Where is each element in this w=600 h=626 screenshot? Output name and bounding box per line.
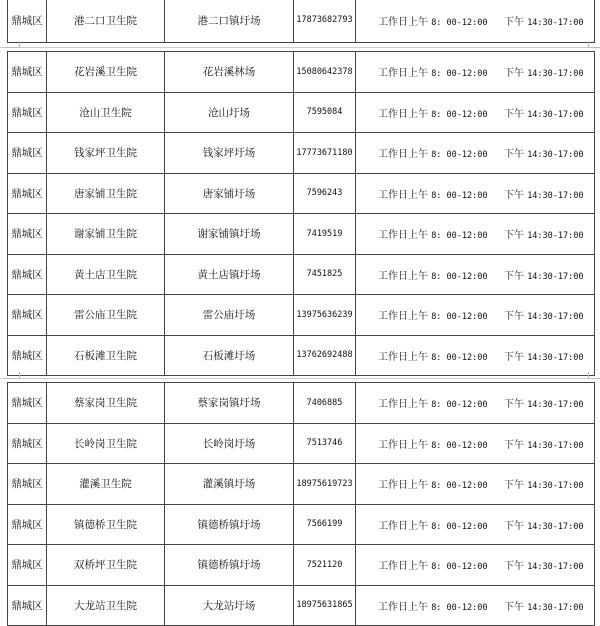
table-row xyxy=(8,464,594,505)
hospital-cell: 镇德桥卫生院 xyxy=(47,505,165,545)
hospital-cell: 大龙站卫生院 xyxy=(47,586,165,626)
market-cell: 谢家铺镇圩场 xyxy=(165,214,294,254)
afternoon-time: 14:30-17:00 xyxy=(527,312,583,322)
market-cell: 雷公庙圩场 xyxy=(165,295,294,335)
afternoon-hours xyxy=(504,226,583,241)
morning-time: 8: 00-12:00 xyxy=(431,522,487,532)
afternoon-label: 下午 xyxy=(504,352,524,363)
afternoon-label: 下午 xyxy=(504,480,524,491)
table-row xyxy=(8,586,594,626)
afternoon-label: 下午 xyxy=(504,68,524,79)
market-cell: 唐家铺圩场 xyxy=(165,174,294,214)
afternoon-hours xyxy=(504,105,583,120)
table-row xyxy=(8,174,594,215)
district-cell: 鼎城区 xyxy=(8,545,47,585)
morning-label: 工作日上午 xyxy=(378,399,428,410)
district-cell: 鼎城区 xyxy=(8,383,47,423)
market-cell: 大龙站圩场 xyxy=(165,586,294,626)
morning-time: 8: 00-12:00 xyxy=(431,353,487,363)
table-row xyxy=(8,214,594,255)
page-corner-mark xyxy=(5,41,20,48)
afternoon-hours xyxy=(504,145,583,160)
morning-hours xyxy=(378,186,487,201)
afternoon-time: 14:30-17:00 xyxy=(527,110,583,120)
afternoon-label: 下午 xyxy=(504,149,524,160)
hospital-cell: 港二口卫生院 xyxy=(47,0,165,42)
hospital-cell: 谢家铺卫生院 xyxy=(47,214,165,254)
market-cell: 钱家坪圩场 xyxy=(165,133,294,173)
afternoon-label: 下午 xyxy=(504,109,524,120)
phone-cell: 7419519 xyxy=(294,214,356,254)
morning-hours xyxy=(378,307,487,322)
afternoon-time: 14:30-17:00 xyxy=(527,191,583,201)
morning-time: 8: 00-12:00 xyxy=(431,562,487,572)
page-break xyxy=(0,47,600,48)
phone-cell: 7596243 xyxy=(294,174,356,214)
morning-label: 工作日上午 xyxy=(378,480,428,491)
morning-label: 工作日上午 xyxy=(378,311,428,322)
afternoon-label: 下午 xyxy=(504,17,524,28)
morning-time: 8: 00-12:00 xyxy=(431,441,487,451)
afternoon-time: 14:30-17:00 xyxy=(527,18,583,28)
market-cell: 长岭岗圩场 xyxy=(165,424,294,464)
afternoon-hours xyxy=(504,64,583,79)
morning-label: 工作日上午 xyxy=(378,440,428,451)
afternoon-label: 下午 xyxy=(504,399,524,410)
market-cell: 黄土店镇圩场 xyxy=(165,255,294,295)
morning-hours xyxy=(378,226,487,241)
hours-cell xyxy=(356,255,594,295)
morning-hours xyxy=(378,557,487,572)
morning-hours xyxy=(378,13,487,28)
hours-cell xyxy=(356,52,594,92)
afternoon-time: 14:30-17:00 xyxy=(527,150,583,160)
morning-time: 8: 00-12:00 xyxy=(431,18,487,28)
phone-cell: 7451825 xyxy=(294,255,356,295)
hours-cell xyxy=(356,464,594,504)
phone-cell: 18975619723 xyxy=(294,464,356,504)
morning-time: 8: 00-12:00 xyxy=(431,481,487,491)
hours-cell xyxy=(356,424,594,464)
hospital-cell: 雷公庙卫生院 xyxy=(47,295,165,335)
page-corner-mark xyxy=(5,372,20,379)
page-corner-mark xyxy=(588,372,600,379)
hospital-cell: 双桥坪卫生院 xyxy=(47,545,165,585)
morning-label: 工作日上午 xyxy=(378,109,428,120)
afternoon-hours xyxy=(504,348,583,363)
hospital-cell: 石板滩卫生院 xyxy=(47,336,165,376)
morning-hours xyxy=(378,267,487,282)
afternoon-hours xyxy=(504,598,583,613)
morning-hours xyxy=(378,436,487,451)
morning-time: 8: 00-12:00 xyxy=(431,272,487,282)
table-row xyxy=(8,505,594,546)
morning-time: 8: 00-12:00 xyxy=(431,69,487,79)
morning-time: 8: 00-12:00 xyxy=(431,191,487,201)
phone-cell: 7595084 xyxy=(294,93,356,133)
afternoon-time: 14:30-17:00 xyxy=(527,481,583,491)
morning-hours xyxy=(378,145,487,160)
afternoon-hours xyxy=(504,13,583,28)
district-cell: 鼎城区 xyxy=(8,93,47,133)
hospital-cell: 钱家坪卫生院 xyxy=(47,133,165,173)
morning-label: 工作日上午 xyxy=(378,68,428,79)
morning-hours xyxy=(378,517,487,532)
morning-time: 8: 00-12:00 xyxy=(431,231,487,241)
district-cell: 鼎城区 xyxy=(8,133,47,173)
morning-hours xyxy=(378,395,487,410)
district-cell: 鼎城区 xyxy=(8,174,47,214)
phone-cell: 18975631865 xyxy=(294,586,356,626)
morning-label: 工作日上午 xyxy=(378,149,428,160)
market-cell: 灌溪镇圩场 xyxy=(165,464,294,504)
afternoon-hours xyxy=(504,267,583,282)
hours-cell xyxy=(356,214,594,254)
afternoon-hours xyxy=(504,436,583,451)
district-cell: 鼎城区 xyxy=(8,505,47,545)
afternoon-time: 14:30-17:00 xyxy=(527,353,583,363)
hours-cell xyxy=(356,133,594,173)
hours-cell xyxy=(356,505,594,545)
hours-cell xyxy=(356,336,594,376)
phone-cell: 7566199 xyxy=(294,505,356,545)
market-cell: 镇德桥镇圩场 xyxy=(165,545,294,585)
afternoon-label: 下午 xyxy=(504,521,524,532)
morning-time: 8: 00-12:00 xyxy=(431,400,487,410)
morning-hours xyxy=(378,105,487,120)
afternoon-hours xyxy=(504,395,583,410)
phone-cell: 7513746 xyxy=(294,424,356,464)
table-page-section xyxy=(7,0,595,43)
market-cell: 港二口镇圩场 xyxy=(165,0,294,42)
table-page-section xyxy=(7,382,595,626)
hours-cell xyxy=(356,586,594,626)
afternoon-hours xyxy=(504,307,583,322)
district-cell: 鼎城区 xyxy=(8,0,47,42)
afternoon-time: 14:30-17:00 xyxy=(527,231,583,241)
phone-cell: 7406885 xyxy=(294,383,356,423)
district-cell: 鼎城区 xyxy=(8,424,47,464)
table-row xyxy=(8,133,594,174)
morning-label: 工作日上午 xyxy=(378,190,428,201)
morning-time: 8: 00-12:00 xyxy=(431,312,487,322)
phone-cell: 15080642378 xyxy=(294,52,356,92)
table-row xyxy=(8,255,594,296)
morning-label: 工作日上午 xyxy=(378,17,428,28)
afternoon-time: 14:30-17:00 xyxy=(527,441,583,451)
hospital-cell: 蔡家岗卫生院 xyxy=(47,383,165,423)
table-row xyxy=(8,424,594,465)
afternoon-hours xyxy=(504,476,583,491)
hospital-cell: 长岭岗卫生院 xyxy=(47,424,165,464)
district-cell: 鼎城区 xyxy=(8,464,47,504)
afternoon-time: 14:30-17:00 xyxy=(527,400,583,410)
page-corner-mark xyxy=(588,41,600,48)
morning-label: 工作日上午 xyxy=(378,271,428,282)
hospital-cell: 花岩溪卫生院 xyxy=(47,52,165,92)
afternoon-hours xyxy=(504,517,583,532)
hospital-cell: 沧山卫生院 xyxy=(47,93,165,133)
district-cell: 鼎城区 xyxy=(8,295,47,335)
district-cell: 鼎城区 xyxy=(8,336,47,376)
hours-cell xyxy=(356,0,594,42)
afternoon-hours xyxy=(504,186,583,201)
morning-label: 工作日上午 xyxy=(378,602,428,613)
district-cell: 鼎城区 xyxy=(8,52,47,92)
market-cell: 花岩溪林场 xyxy=(165,52,294,92)
district-cell: 鼎城区 xyxy=(8,255,47,295)
table-row xyxy=(8,383,594,424)
morning-hours xyxy=(378,348,487,363)
phone-cell: 13975636239 xyxy=(294,295,356,335)
district-cell: 鼎城区 xyxy=(8,214,47,254)
afternoon-label: 下午 xyxy=(504,311,524,322)
morning-hours xyxy=(378,598,487,613)
morning-label: 工作日上午 xyxy=(378,561,428,572)
table-row xyxy=(8,0,594,43)
district-cell: 鼎城区 xyxy=(8,586,47,626)
afternoon-label: 下午 xyxy=(504,271,524,282)
afternoon-label: 下午 xyxy=(504,602,524,613)
market-cell: 蔡家岗镇圩场 xyxy=(165,383,294,423)
hours-cell xyxy=(356,93,594,133)
afternoon-hours xyxy=(504,557,583,572)
market-cell: 沧山圩场 xyxy=(165,93,294,133)
hospital-cell: 黄土店卫生院 xyxy=(47,255,165,295)
morning-time: 8: 00-12:00 xyxy=(431,603,487,613)
afternoon-label: 下午 xyxy=(504,561,524,572)
table-row xyxy=(8,295,594,336)
hours-cell xyxy=(356,295,594,335)
table-row xyxy=(8,336,594,377)
morning-label: 工作日上午 xyxy=(378,521,428,532)
afternoon-time: 14:30-17:00 xyxy=(527,522,583,532)
morning-label: 工作日上午 xyxy=(378,352,428,363)
afternoon-time: 14:30-17:00 xyxy=(527,562,583,572)
table-row xyxy=(8,545,594,586)
phone-cell: 17773671180 xyxy=(294,133,356,173)
phone-cell: 17873682793 xyxy=(294,0,356,42)
page-break xyxy=(0,378,600,379)
morning-hours xyxy=(378,476,487,491)
hours-cell xyxy=(356,545,594,585)
afternoon-time: 14:30-17:00 xyxy=(527,603,583,613)
table-row xyxy=(8,52,594,93)
phone-cell: 7521120 xyxy=(294,545,356,585)
hospital-cell: 唐家铺卫生院 xyxy=(47,174,165,214)
morning-label: 工作日上午 xyxy=(378,230,428,241)
hours-cell xyxy=(356,174,594,214)
morning-hours xyxy=(378,64,487,79)
morning-time: 8: 00-12:00 xyxy=(431,150,487,160)
table-row xyxy=(8,93,594,134)
market-cell: 石板滩圩场 xyxy=(165,336,294,376)
table-page-section xyxy=(7,51,595,376)
morning-time: 8: 00-12:00 xyxy=(431,110,487,120)
afternoon-label: 下午 xyxy=(504,190,524,201)
hospital-cell: 灌溪卫生院 xyxy=(47,464,165,504)
phone-cell: 13762692488 xyxy=(294,336,356,376)
afternoon-time: 14:30-17:00 xyxy=(527,69,583,79)
afternoon-label: 下午 xyxy=(504,440,524,451)
afternoon-time: 14:30-17:00 xyxy=(527,272,583,282)
market-cell: 镇德桥镇圩场 xyxy=(165,505,294,545)
hours-cell xyxy=(356,383,594,423)
afternoon-label: 下午 xyxy=(504,230,524,241)
